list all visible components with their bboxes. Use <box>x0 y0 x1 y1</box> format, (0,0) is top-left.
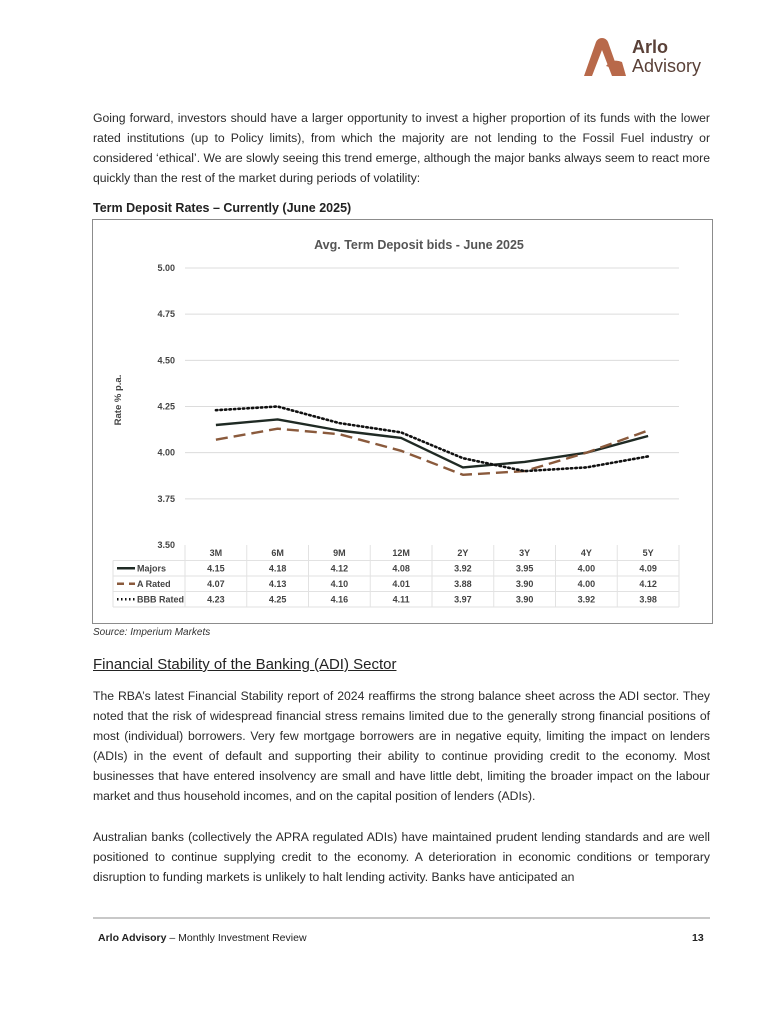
table-value: 3.90 <box>515 578 534 589</box>
x-tick-label: 3Y <box>519 548 531 558</box>
x-tick-label: 5Y <box>642 548 654 558</box>
y-tick-label: 5.00 <box>157 263 175 273</box>
section-heading: Financial Stability of the Banking (ADI) Sector <box>93 656 397 673</box>
x-tick-label: 4Y <box>580 548 592 558</box>
table-value: 3.92 <box>454 563 472 574</box>
table-value: 3.97 <box>454 594 472 605</box>
table-value: 4.16 <box>330 594 349 605</box>
x-tick-label: 2Y <box>457 548 469 558</box>
term-deposit-chart <box>92 219 713 624</box>
x-tick-label: 6M <box>271 548 284 558</box>
table-value: 4.12 <box>639 578 657 589</box>
x-tick-label: 9M <box>333 548 346 558</box>
table-value: 3.90 <box>515 594 534 605</box>
chart-heading: Term Deposit Rates – Currently (June 2025) <box>93 201 352 215</box>
series-line-bbb-rated <box>216 407 648 472</box>
table-value: 4.18 <box>268 563 287 574</box>
source-note: Source: Imperium Markets <box>93 627 211 638</box>
arlo-logo-mark-icon <box>582 36 628 80</box>
table-value: 4.13 <box>268 578 287 589</box>
legend-label: A Rated <box>137 578 171 589</box>
paragraph-2: The RBA’s latest Financial Stability report of 2024 reaffirms the strong balance sheet across the ADI sector. They noted that the risk of widespread financial stress remains limited due to the generally strong financial positions of most (individual) borrowers. Very few mortgage borrowers are in negative equity, limiting the impact on lenders (ADIs) in the event of default and supporting their ability to continue providing credit to the economy. Most businesses that have entered insolvency are small and have little debt, limiting the broader impact on the labour market and thus household incomes, and on the capital position of lenders (ADIs). <box>93 689 710 803</box>
table-value: 4.00 <box>577 578 596 589</box>
y-tick-label: 4.25 <box>157 401 175 412</box>
footer-divider <box>93 917 710 919</box>
table-value: 3.88 <box>454 578 472 589</box>
arlo-advisory-logo <box>582 36 712 80</box>
table-value: 4.15 <box>207 563 225 574</box>
y-tick-label: 4.75 <box>157 309 175 320</box>
series-line-majors <box>216 419 648 467</box>
table-value: 4.08 <box>392 563 410 574</box>
y-axis-label: Rate % p.a. <box>113 374 124 426</box>
logo-name-line2: Advisory <box>632 56 702 76</box>
footer-title: – Monthly Investment Review <box>166 932 307 944</box>
table-value: 4.10 <box>330 578 349 589</box>
intro-paragraph: Going forward, investors should have a larger opportunity to invest a higher proportion of its funds with the lower rated institutions (up to Policy limits), from which the majority are not lending to the Fossil Fuel industry or considered ‘ethical’. We are slowly seeing this trend emerge, although the major banks always seem to react more quickly than the rest of the market during periods of volatility: <box>93 111 710 185</box>
table-value: 4.07 <box>207 578 225 589</box>
footer-brand: Arlo Advisory <box>98 932 167 944</box>
chart-svg <box>93 220 712 623</box>
legend-label: Majors <box>137 563 167 574</box>
footer-publication <box>98 932 307 944</box>
table-value: 4.01 <box>392 578 410 589</box>
y-tick-label: 3.50 <box>157 540 175 550</box>
table-value: 4.25 <box>268 594 287 605</box>
x-tick-label: 12M <box>392 548 410 558</box>
table-value: 4.12 <box>330 563 349 574</box>
x-tick-label: 3M <box>209 548 223 558</box>
logo-name-line1: Arlo <box>632 37 668 57</box>
table-value: 4.00 <box>577 563 596 574</box>
table-value: 4.09 <box>639 563 657 574</box>
y-tick-label: 3.75 <box>157 493 175 504</box>
chart-title: Avg. Term Deposit bids - June 2025 <box>314 238 524 252</box>
paragraph-3: Australian banks (collectively the APRA regulated ADIs) have maintained prudent lending standards and are well positioned to continue supplying credit to the economy. A deterioration in economic conditions or temporary disruption to funding markets is unlikely to halt lending activity. Banks have anticipated an <box>93 830 710 884</box>
table-value: 3.95 <box>515 563 534 574</box>
legend-label: BBB Rated <box>137 594 185 605</box>
table-value: 4.23 <box>207 594 225 605</box>
page-number: 13 <box>692 932 704 944</box>
table-value: 4.11 <box>392 594 410 605</box>
table-value: 3.92 <box>577 594 596 605</box>
y-tick-label: 4.50 <box>157 355 175 366</box>
y-tick-label: 4.00 <box>157 447 175 458</box>
table-value: 3.98 <box>639 594 657 605</box>
